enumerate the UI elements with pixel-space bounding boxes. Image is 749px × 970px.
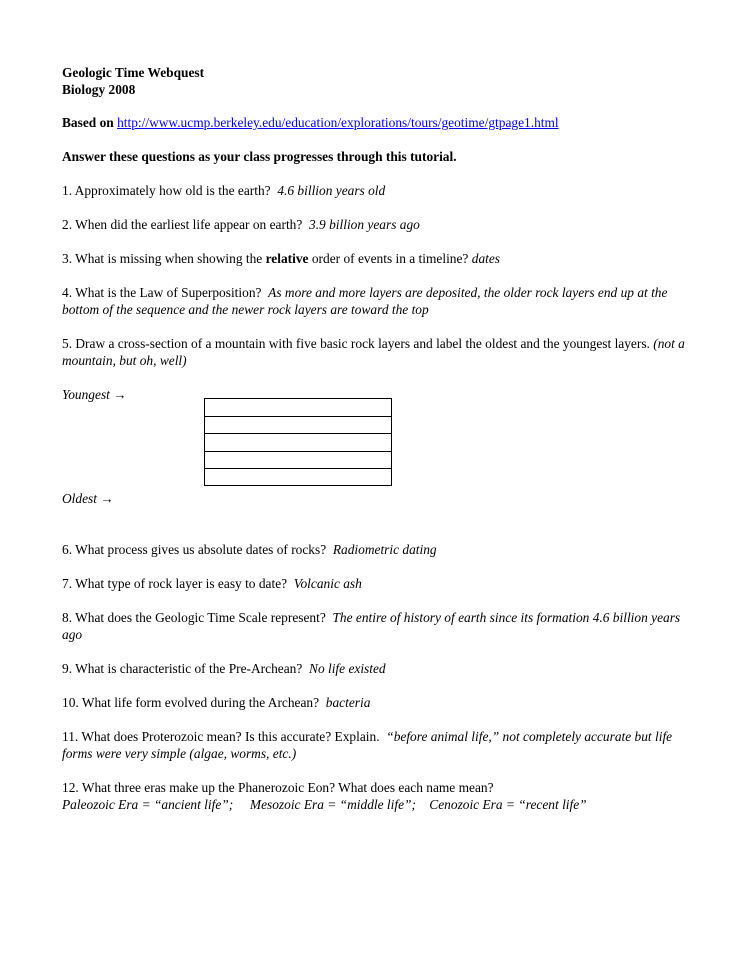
answer-text: No life existed xyxy=(309,661,386,676)
question-2 xyxy=(62,216,692,233)
question-8 xyxy=(62,609,692,643)
question-text: 3. What is missing when showing the xyxy=(62,251,263,266)
question-7 xyxy=(62,575,692,592)
question-3 xyxy=(62,250,692,267)
question-11 xyxy=(62,728,692,762)
rock-layers-diagram xyxy=(204,398,392,486)
oldest-label: Oldest xyxy=(62,491,97,506)
source-label: Based on xyxy=(62,115,114,130)
question-text: 7. What type of rock layer is easy to date? xyxy=(62,576,288,591)
answer-text: As more and more layers are deposited, the older rock layers end up at the bottom of the sequence and the newer rock layers are toward the top xyxy=(62,285,668,317)
oldest-label-row xyxy=(62,490,692,507)
question-text: 9. What is characteristic of the Pre-Archean? xyxy=(62,661,303,676)
question-text: 11. What does Proterozoic mean? Is this accurate? Explain. xyxy=(62,729,380,744)
answer-text: 4.6 billion years old xyxy=(277,183,386,198)
answer-text: Radiometric dating xyxy=(332,542,437,557)
answer-text: dates xyxy=(471,251,501,266)
question-emphasis: relative xyxy=(265,251,309,266)
question-text: 2. When did the earliest life appear on earth? xyxy=(62,217,303,232)
question-text: 5. Draw a cross-section of a mountain with five basic rock layers and label the oldest and the youngest layers. xyxy=(62,336,650,351)
question-text: 4. What is the Law of Superposition? xyxy=(62,285,262,300)
question-6 xyxy=(62,541,692,558)
instructions: Answer these questions as your class progresses through this tutorial. xyxy=(62,149,457,164)
question-text: 8. What does the Geologic Time Scale represent? xyxy=(62,610,326,625)
rock-layer xyxy=(205,469,391,487)
question-text: 1. Approximately how old is the earth? xyxy=(62,183,271,198)
question-4 xyxy=(62,284,692,318)
question-9 xyxy=(62,660,692,677)
question-text: order of events in a timeline? xyxy=(311,251,469,266)
question-1 xyxy=(62,182,692,199)
answer-text: (not a mountain, but oh, well) xyxy=(62,336,685,368)
answer-text: The entire of history of earth since its formation 4.6 billion years ago xyxy=(62,610,681,642)
youngest-label: Youngest xyxy=(62,387,110,402)
document-subtitle: Biology 2008 xyxy=(62,82,136,97)
answer-text: Volcanic ash xyxy=(293,576,362,591)
right-arrow-icon: → xyxy=(100,491,114,506)
answer-text: “before animal life,” not completely accurate but life forms were very simple (algae, worms, etc.) xyxy=(62,729,673,761)
question-12 xyxy=(62,779,692,813)
question-text: 10. What life form evolved during the Archean? xyxy=(62,695,320,710)
source-link[interactable]: http://www.ucmp.berkeley.edu/education/explorations/tours/geotime/gtpage1.html xyxy=(117,115,559,130)
rock-layer xyxy=(205,434,391,452)
rock-layer xyxy=(205,417,391,435)
document-body xyxy=(62,64,692,813)
rock-layer xyxy=(205,399,391,417)
answer-text: 3.9 billion years ago xyxy=(309,217,420,232)
document-title: Geologic Time Webquest xyxy=(62,65,205,80)
question-10 xyxy=(62,694,692,711)
question-5 xyxy=(62,335,692,369)
answer-text: Paleozoic Era = “ancient life”; Mesozoic Era = “middle life”; Cenozoic Era = “recent life” xyxy=(62,797,587,812)
answer-text: bacteria xyxy=(325,695,371,710)
rock-layer xyxy=(205,452,391,470)
question-text: 6. What process gives us absolute dates of rocks? xyxy=(62,542,327,557)
question-text: 12. What three eras make up the Phanerozoic Eon? What does each name mean? xyxy=(62,780,494,795)
right-arrow-icon: → xyxy=(113,387,127,402)
